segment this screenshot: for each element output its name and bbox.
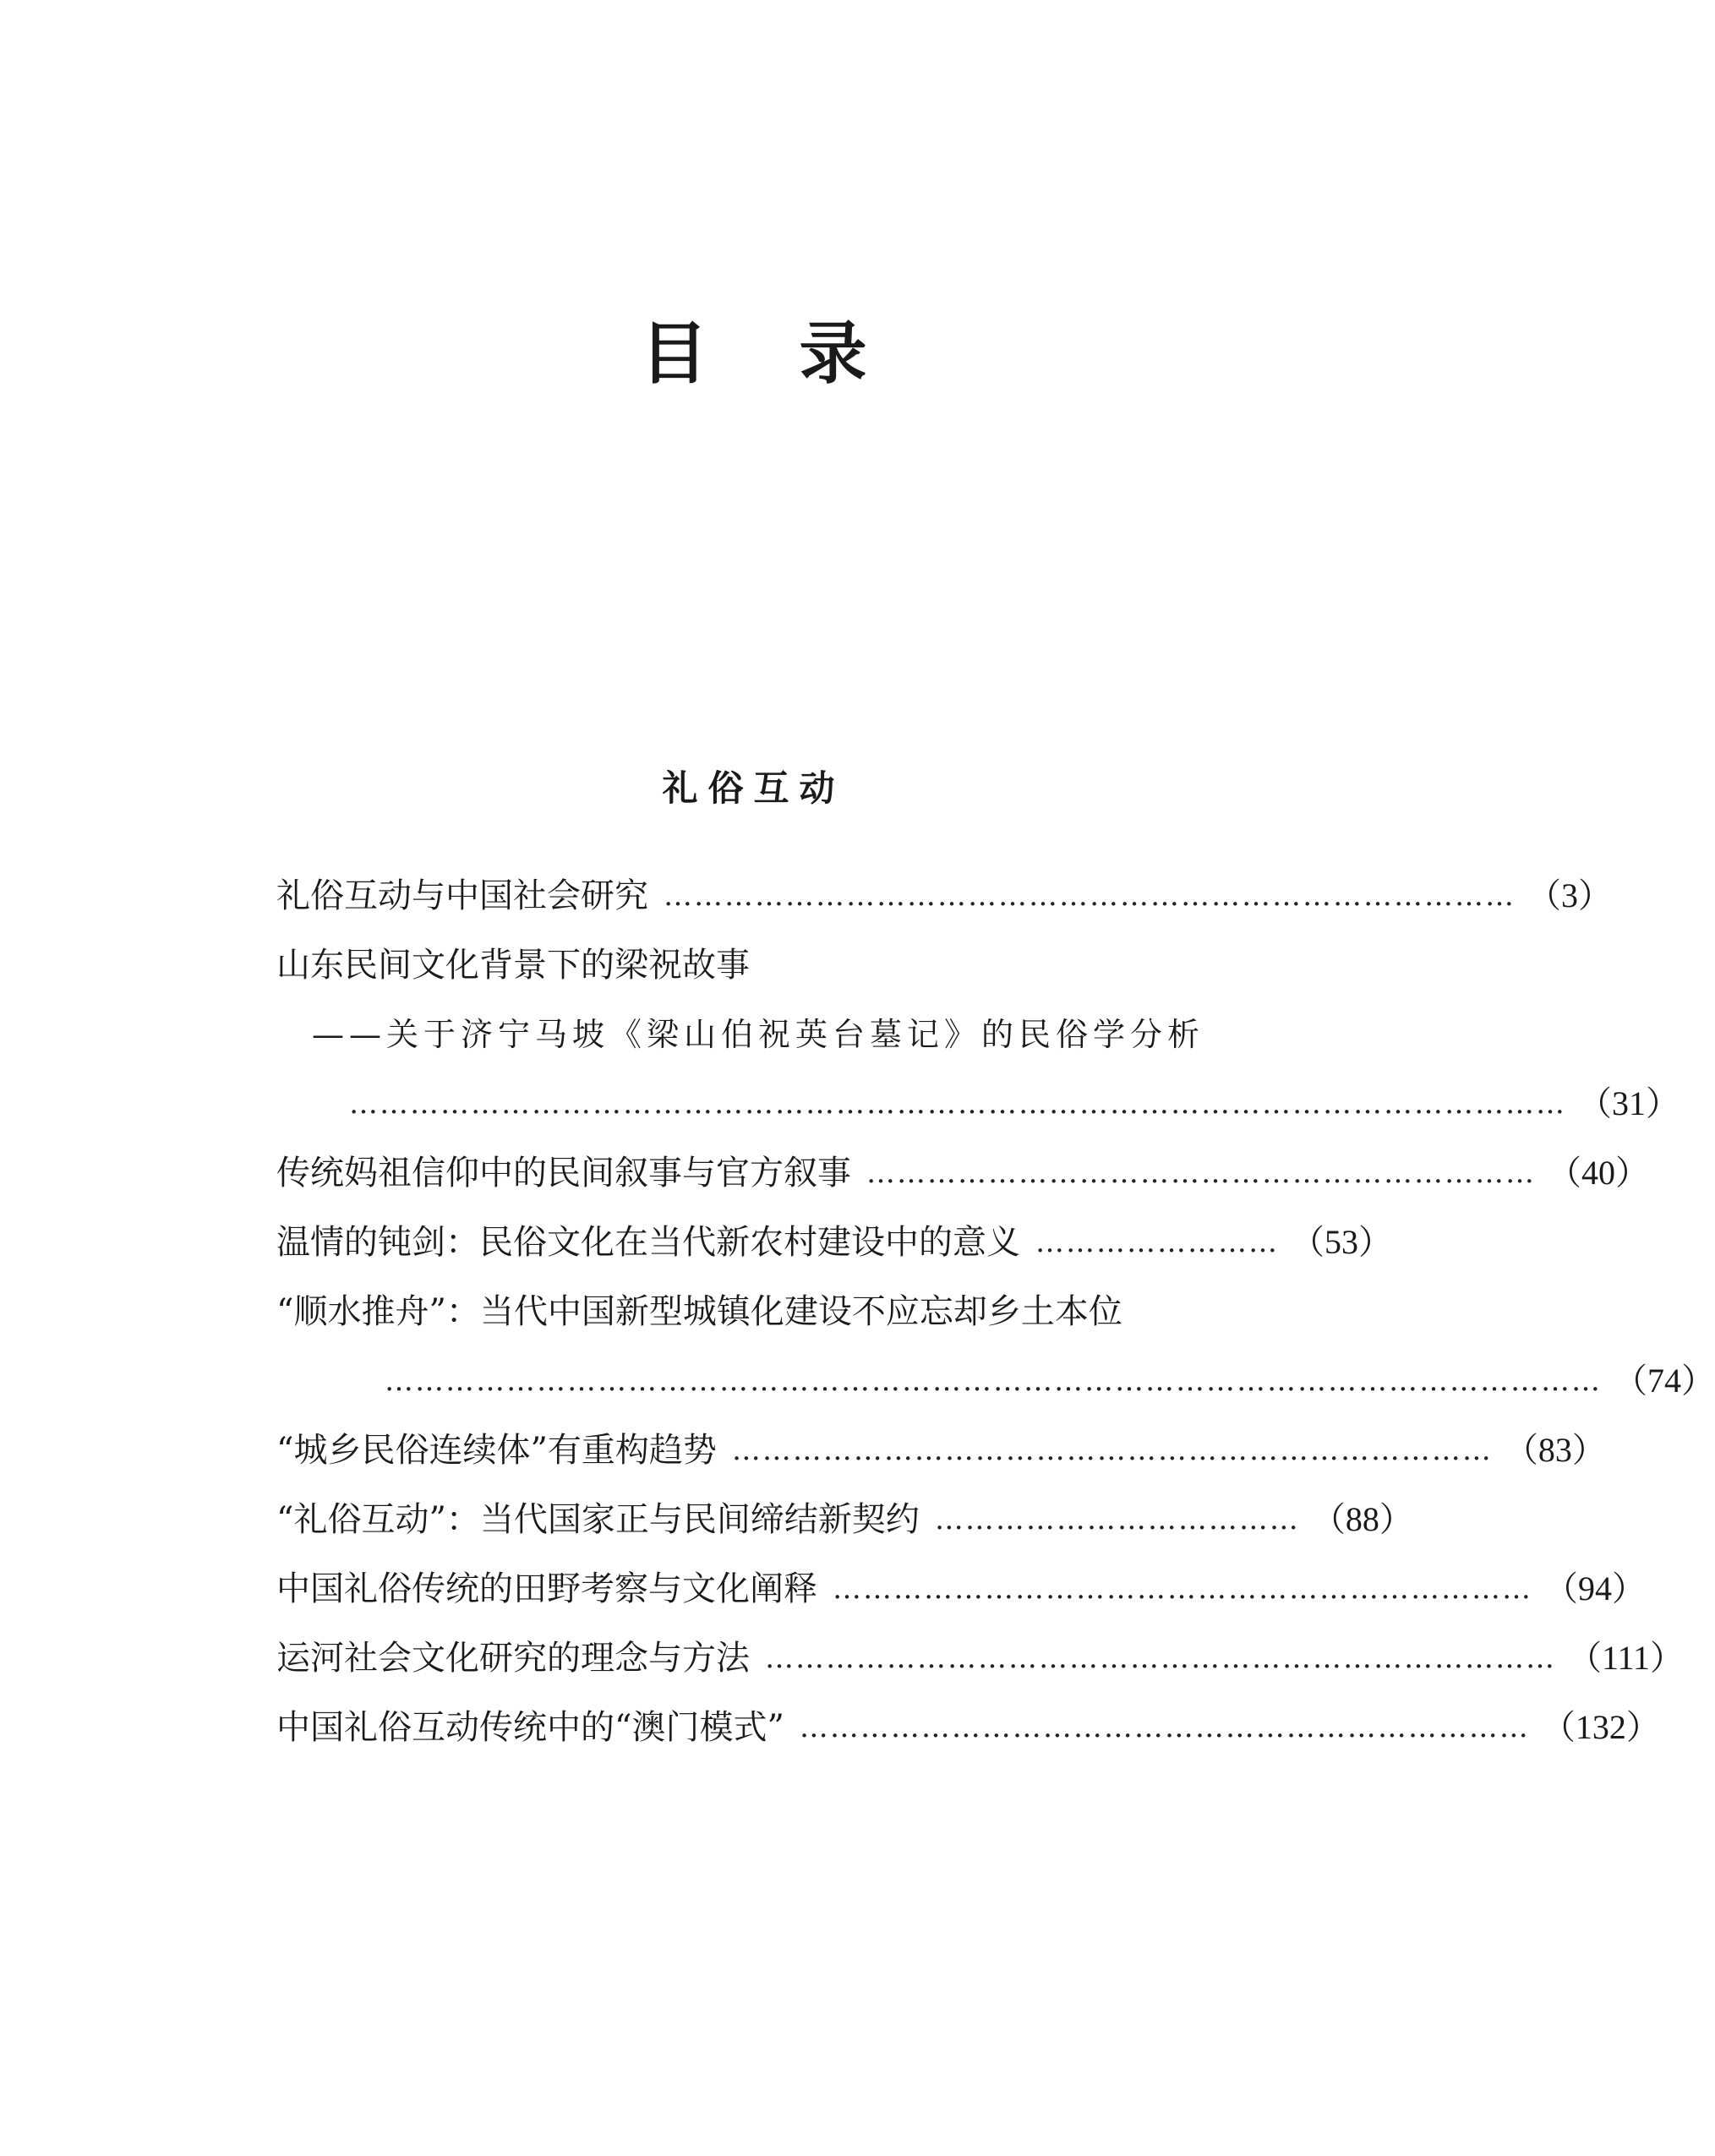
table-of-contents bbox=[276, 0, 1715, 2156]
toc-entry[interactable] bbox=[276, 1633, 1685, 1684]
toc-entry[interactable] bbox=[276, 871, 1612, 921]
leader-dots: ………………………………………………………………………………………………………… bbox=[349, 1087, 1566, 1121]
toc-entry-title: 中国礼俗互动传统中的“澳门模式” bbox=[276, 1708, 784, 1747]
leader-dots: ………………………………………………………………… bbox=[731, 1433, 1493, 1467]
leader-dots: ………………………………………………………………………… bbox=[664, 879, 1516, 913]
toc-entry[interactable] bbox=[276, 1286, 1248, 1337]
toc-entry-page: （111） bbox=[1568, 1639, 1685, 1677]
toc-entry-title: 运河社会文化研究的理念与方法 bbox=[276, 1639, 750, 1678]
toc-entry-title: 传统妈祖信仰中的民间叙事与官方叙事 bbox=[276, 1154, 851, 1193]
toc-entry-page: （40） bbox=[1548, 1154, 1649, 1192]
toc-entry-page: （74） bbox=[1614, 1362, 1715, 1400]
section-heading: 礼俗互动 bbox=[662, 767, 845, 809]
toc-entry-title: 温情的钝剑：民俗文化在当代新农村建设中的意义 bbox=[276, 1223, 1020, 1262]
toc-entry[interactable] bbox=[276, 1494, 1413, 1545]
toc-entry-title: “城乡民俗连续体”有重构趋势 bbox=[276, 1431, 717, 1470]
leader-dots: ………………………………………………………… bbox=[866, 1156, 1536, 1190]
page-title-char-2: 录 bbox=[799, 314, 867, 393]
toc-entry-page: （88） bbox=[1311, 1500, 1413, 1538]
toc-entry-page: （94） bbox=[1544, 1569, 1646, 1607]
toc-entry-title: “顺水推舟”：当代中国新型城镇化建设不应忘却乡土本位 bbox=[276, 1292, 1122, 1331]
toc-entry-page: （83） bbox=[1504, 1431, 1606, 1469]
toc-entry[interactable] bbox=[276, 1564, 1646, 1614]
toc-entry-page: （132） bbox=[1541, 1708, 1660, 1746]
toc-entry-title: “礼俗互动”：当代国家正与民间缔结新契约 bbox=[276, 1500, 920, 1539]
toc-entry-leader-row[interactable] bbox=[385, 1356, 1715, 1406]
toc-entry-title: 礼俗互动与中国社会研究 bbox=[276, 876, 648, 915]
leader-dots: ……………………………………………………………… bbox=[799, 1711, 1530, 1744]
toc-entry-subtitle-row bbox=[312, 1009, 1248, 1060]
toc-entry[interactable] bbox=[276, 1425, 1606, 1476]
toc-entry-title: 中国礼俗传统的田野考察与文化阐释 bbox=[276, 1569, 817, 1608]
toc-entry[interactable] bbox=[276, 1217, 1392, 1268]
leader-dots: ……………………………… bbox=[934, 1503, 1300, 1536]
leader-dots: …………………… bbox=[1035, 1225, 1279, 1259]
leader-dots: …………………………………………………………… bbox=[833, 1572, 1532, 1606]
toc-entry-page: （53） bbox=[1291, 1223, 1392, 1261]
page-title-char-1: 目 bbox=[640, 314, 708, 393]
leader-dots: ………………………………………………………………………………………………………… bbox=[385, 1364, 1602, 1398]
toc-entry[interactable] bbox=[276, 1702, 1660, 1753]
toc-entry-page: （3） bbox=[1527, 876, 1612, 914]
toc-entry-title: 山东民间文化背景下的梁祝故事 bbox=[276, 946, 750, 985]
toc-entry-page: （31） bbox=[1578, 1084, 1679, 1122]
toc-entry[interactable] bbox=[276, 940, 1248, 991]
toc-entry[interactable] bbox=[276, 1148, 1649, 1198]
leader-dots: …………………………………………………………………… bbox=[765, 1641, 1556, 1675]
toc-entry-leader-row[interactable] bbox=[349, 1078, 1679, 1129]
toc-entry-subtitle: ——关于济宁马坡《梁山伯祝英台墓记》的民俗学分析 bbox=[312, 1016, 1205, 1053]
